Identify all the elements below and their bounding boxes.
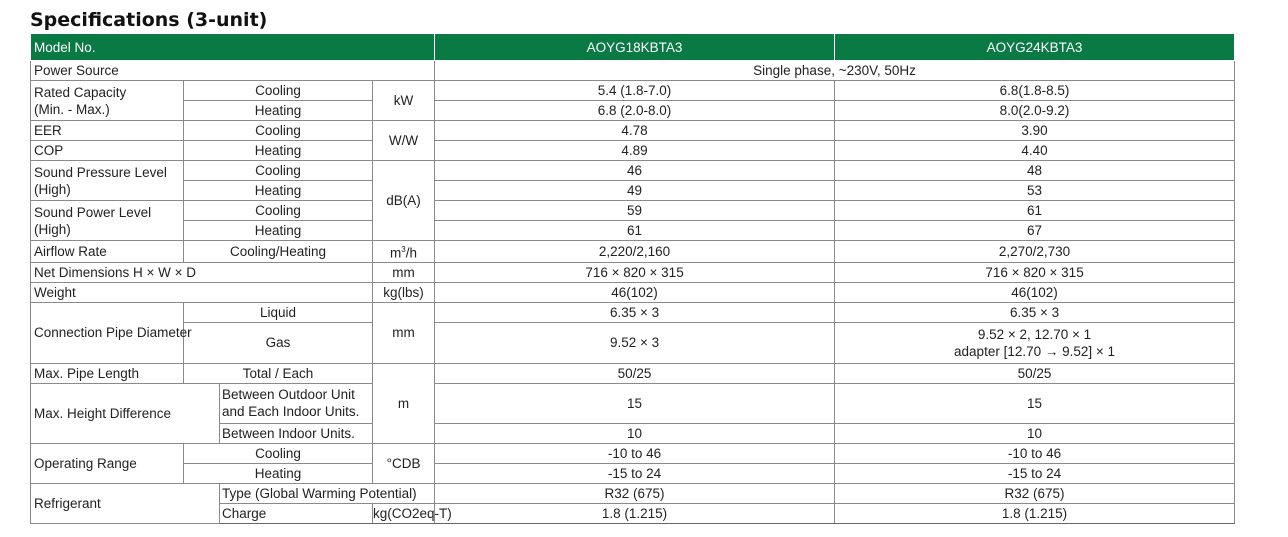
refrigerant-charge-mode: Charge [220,503,373,523]
cop-mode: Heating [184,141,373,161]
cop-v2: 4.40 [835,141,1235,161]
airflow-unit-tail: /h [405,245,417,261]
row-power-source [31,61,1235,81]
row-capacity-heating [31,101,1235,121]
range-heating-mode: Heating [184,463,373,483]
height-outdoor-mode-line1: Between Outdoor Unit [222,387,355,402]
power-heating-v1: 61 [435,221,835,241]
row-pressure-heating [31,181,1235,201]
pipe-diameter-label: Connection Pipe Diameter [31,302,184,363]
pipe-length-v2: 50/25 [835,363,1235,383]
airflow-mode: Cooling/Heating [184,241,373,263]
range-cooling-v2: -10 to 46 [835,443,1235,463]
row-dimensions [31,262,1235,282]
pipe-diameter-unit: mm [373,302,435,363]
eer-v2: 3.90 [835,121,1235,141]
row-cop [31,141,1235,161]
power-source-label: Power Source [31,61,435,81]
weight-v2: 46(102) [835,282,1235,302]
power-cooling-v1: 59 [435,201,835,221]
row-airflow [31,241,1235,263]
pressure-heating-mode: Heating [184,181,373,201]
row-power-cooling [31,201,1235,221]
sound-power-label-line1: Sound Power Level [34,204,152,220]
range-cooling-mode: Cooling [184,443,373,463]
cop-v1: 4.89 [435,141,835,161]
airflow-unit-base: m [390,245,402,261]
row-pressure-cooling [31,161,1235,181]
row-eer [31,121,1235,141]
refrigerant-label: Refrigerant [31,483,220,523]
row-pipe-gas [31,322,1235,363]
length-height-unit: m [373,363,435,443]
header-model-2: AOYG24KBTA3 [835,34,1235,61]
pipe-liquid-v2: 6.35 × 3 [835,302,1235,322]
airflow-v2: 2,270/2,730 [835,241,1235,263]
spec-sheet [30,8,1234,524]
refrigerant-type-v1: R32 (675) [435,483,835,503]
row-range-heating [31,463,1235,483]
power-cooling-mode: Cooling [184,201,373,221]
refrigerant-type-v2: R32 (675) [835,483,1235,503]
sound-pressure-label-line1: Sound Pressure Level [34,164,167,180]
rated-capacity-label [31,81,184,121]
pipe-length-v1: 50/25 [435,363,835,383]
sound-pressure-label-line2: (High) [34,181,71,197]
height-indoor-mode: Between Indoor Units. [220,423,373,443]
airflow-v1: 2,220/2,160 [435,241,835,263]
weight-label: Weight [31,282,373,302]
eer-cop-unit: W/W [373,121,435,161]
capacity-cooling-mode: Cooling [184,81,373,101]
pipe-liquid-mode: Liquid [184,302,373,322]
height-outdoor-mode [220,383,373,423]
eer-label: EER [31,121,184,141]
pipe-gas-v2 [835,322,1235,363]
height-diff-label: Max. Height Difference [31,383,220,443]
weight-unit: kg(lbs) [373,282,435,302]
operating-range-label: Operating Range [31,443,184,483]
operating-range-unit: °CDB [373,443,435,483]
dimensions-unit: mm [373,262,435,282]
sound-power-label-line2: (High) [34,221,71,237]
pressure-heating-v1: 49 [435,181,835,201]
rated-capacity-label-line2: (Min. - Max.) [34,101,110,117]
spec-table [30,34,1235,524]
capacity-heating-v2: 8.0(2.0-9.2) [835,101,1235,121]
airflow-unit-sup: 3 [401,245,406,254]
capacity-unit: kW [373,81,435,121]
height-indoor-v1: 10 [435,423,835,443]
pressure-cooling-v2: 48 [835,161,1235,181]
row-height-outdoor [31,383,1235,423]
power-heating-v2: 67 [835,221,1235,241]
capacity-cooling-v1: 5.4 (1.8-7.0) [435,81,835,101]
dimensions-v1: 716 × 820 × 315 [435,262,835,282]
row-range-cooling [31,443,1235,463]
pipe-length-label: Max. Pipe Length [31,363,184,383]
pressure-cooling-v1: 46 [435,161,835,181]
refrigerant-charge-v2: 1.8 (1.215) [835,503,1235,523]
header-label: Model No. [31,34,435,61]
refrigerant-charge-v1: 1.8 (1.215) [435,503,835,523]
range-heating-v2: -15 to 24 [835,463,1235,483]
eer-mode: Cooling [184,121,373,141]
refrigerant-charge-unit: kg(CO2eq-T) [373,503,435,523]
cop-label: COP [31,141,184,161]
pipe-liquid-v1: 6.35 × 3 [435,302,835,322]
pipe-gas-v2-line2: adapter [12.70 → 9.52] × 1 [954,343,1116,359]
height-outdoor-v2: 15 [835,383,1235,423]
range-heating-v1: -15 to 24 [435,463,835,483]
rated-capacity-label-line1: Rated Capacity [34,84,127,100]
capacity-cooling-v2: 6.8(1.8-8.5) [835,81,1235,101]
eer-v1: 4.78 [435,121,835,141]
pipe-length-mode: Total / Each [184,363,373,383]
row-pipe-length [31,363,1235,383]
height-indoor-v2: 10 [835,423,1235,443]
dimensions-v2: 716 × 820 × 315 [835,262,1235,282]
row-weight [31,282,1235,302]
pipe-gas-v2-line1: 9.52 × 2, 12.70 × 1 [977,326,1092,342]
pipe-gas-v1: 9.52 × 3 [435,322,835,363]
sound-pressure-label [31,161,184,201]
airflow-unit [373,241,435,263]
range-cooling-v1: -10 to 46 [435,443,835,463]
page-title: Specifications (3-unit) [30,9,268,31]
height-outdoor-v1: 15 [435,383,835,423]
pipe-gas-mode: Gas [184,322,373,363]
row-capacity-cooling [31,81,1235,101]
dimensions-label: Net Dimensions H × W × D [31,262,373,282]
header-model-1: AOYG18KBTA3 [435,34,835,61]
row-power-heating [31,221,1235,241]
sound-power-label [31,201,184,241]
power-cooling-v2: 61 [835,201,1235,221]
sound-unit: dB(A) [373,161,435,241]
height-outdoor-mode-line2: and Each Indoor Units. [222,404,360,419]
weight-v1: 46(102) [435,282,835,302]
capacity-heating-mode: Heating [184,101,373,121]
row-pipe-liquid [31,302,1235,322]
capacity-heating-v1: 6.8 (2.0-8.0) [435,101,835,121]
power-heating-mode: Heating [184,221,373,241]
pressure-cooling-mode: Cooling [184,161,373,181]
airflow-label: Airflow Rate [31,241,184,263]
header-row [31,34,1235,61]
row-refrigerant-type [31,483,1235,503]
pressure-heating-v2: 53 [835,181,1235,201]
refrigerant-type-mode: Type (Global Warming Potential) [220,483,435,503]
power-source-value: Single phase, ~230V, 50Hz [435,61,1235,81]
